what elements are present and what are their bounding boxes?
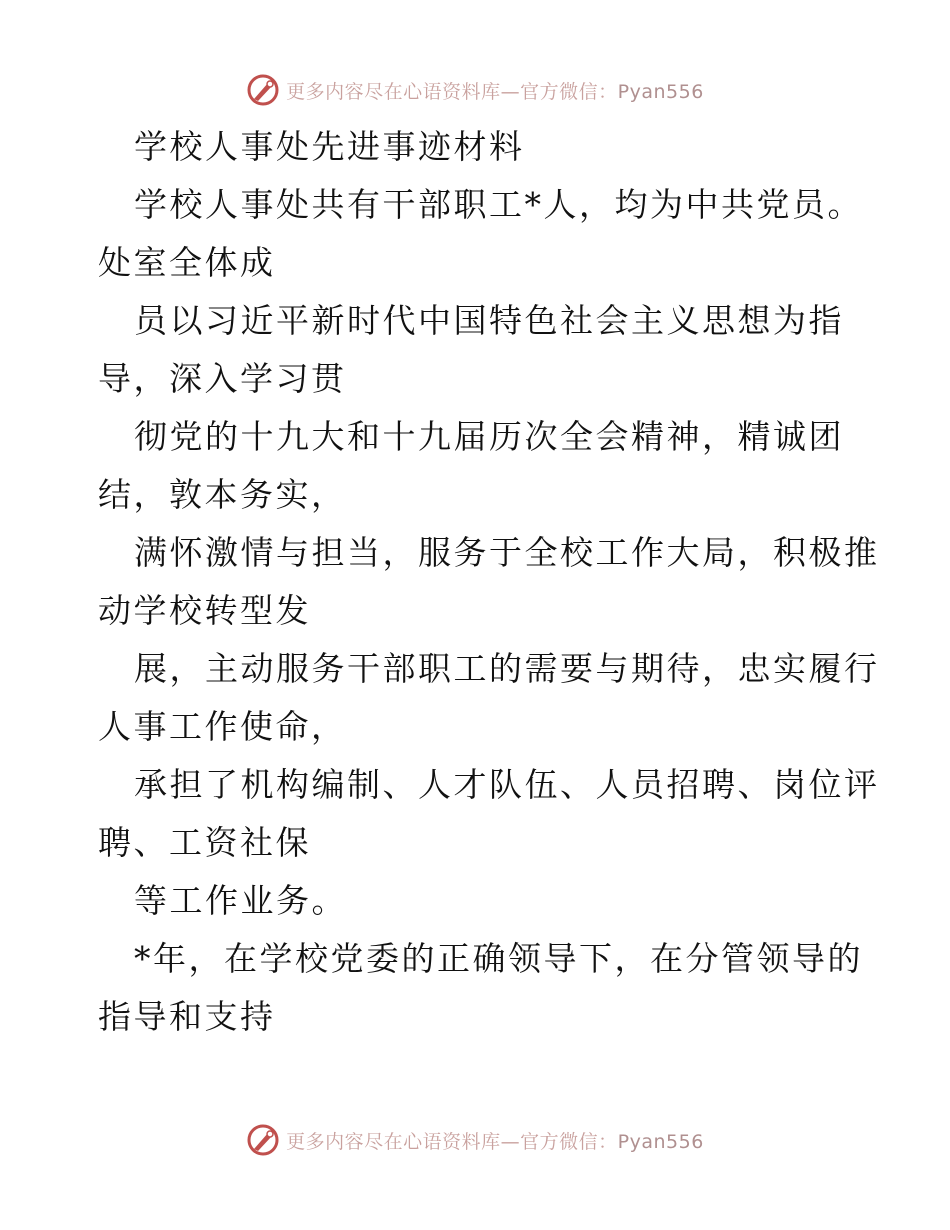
header-watermark: [0, 70, 950, 110]
paragraph-line: 人事工作使命，: [98, 707, 347, 746]
paragraph-line: 处室全体成: [98, 243, 276, 282]
paragraph-line: 学校人事处共有干部职工*人，均为中共党员。: [134, 185, 863, 224]
paragraph-line: 等工作业务。: [134, 881, 347, 920]
document-title: 学校人事处先进事迹材料: [134, 127, 525, 166]
watermark-text: 更多内容尽在心语资料库—官方微信：Pyan556: [286, 1130, 704, 1153]
pen-logo-icon: [246, 1123, 280, 1157]
pen-logo-icon: [246, 73, 280, 107]
paragraph-line: 承担了机构编制、人才队伍、人员招聘、岗位评: [134, 765, 880, 804]
paragraph-line: 彻党的十九大和十九届历次全会精神，精诚团: [134, 417, 844, 456]
document-body: [98, 118, 880, 1046]
paragraph-line: 结，敦本务实，: [98, 475, 347, 514]
paragraph-line: 聘、工资社保: [98, 823, 311, 862]
footer-watermark: [0, 1120, 950, 1160]
paragraph-line: 满怀激情与担当，服务于全校工作大局，积极推: [134, 533, 880, 572]
paragraph-line: 指导和支持: [98, 997, 276, 1036]
paragraph-line: 动学校转型发: [98, 591, 311, 630]
paragraph-line: 员以习近平新时代中国特色社会主义思想为指: [134, 301, 844, 340]
paragraph-line: *年，在学校党委的正确领导下，在分管领导的: [134, 939, 863, 978]
paragraph-line: 导，深入学习贯: [98, 359, 347, 398]
watermark-text: 更多内容尽在心语资料库—官方微信：Pyan556: [286, 80, 704, 103]
paragraph-line: 展，主动服务干部职工的需要与期待，忠实履行: [134, 649, 880, 688]
